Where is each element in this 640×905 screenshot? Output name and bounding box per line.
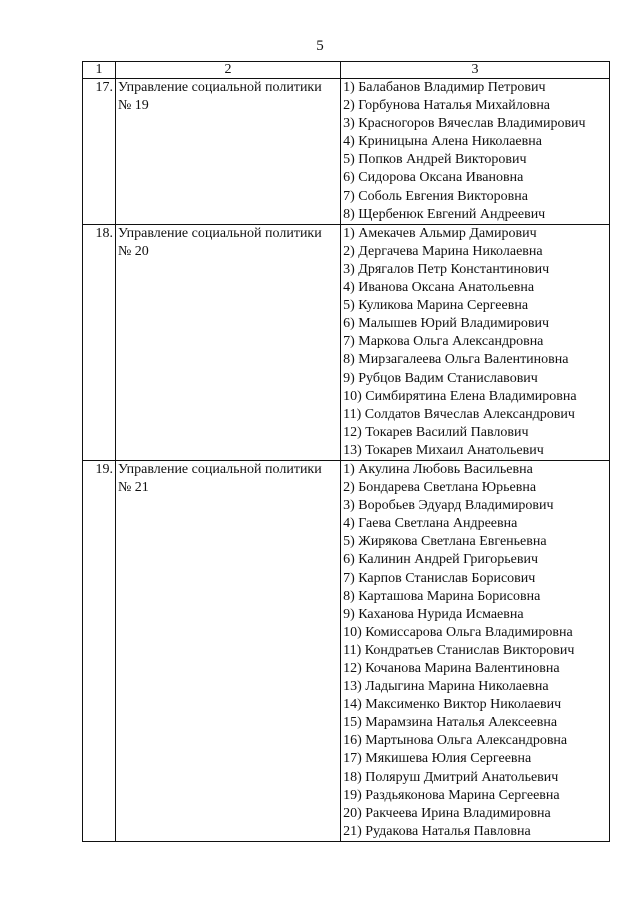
person-entry: 5) Попков Андрей Викторович	[343, 152, 527, 168]
person-entry: 9) Рубцов Вадим Станиславович	[343, 370, 538, 386]
person-entry: 10) Комиссарова Ольга Владимировна	[343, 624, 573, 640]
people-list	[341, 79, 610, 225]
person-entry: 1) Акулина Любовь Васильевна	[343, 461, 533, 477]
person-entry: 17) Мякишева Юлия Сергеевна	[343, 751, 532, 767]
column-header-2: 2	[115, 62, 340, 79]
page-number: 5	[316, 38, 324, 54]
person-entry: 6) Малышев Юрий Владимирович	[343, 316, 550, 332]
person-entry: 15) Марамзина Наталья Алексеевна	[343, 715, 558, 731]
column-header-1: 1	[83, 62, 116, 79]
personnel-table	[82, 61, 610, 842]
person-entry: 7) Соболь Евгения Викторовна	[343, 188, 528, 204]
person-entry: 8) Мирзагалеева Ольга Валентиновна	[343, 352, 569, 368]
person-entry: 9) Каханова Нурида Исмаевна	[343, 606, 524, 622]
row-number: 18.	[83, 224, 116, 460]
person-entry: 5) Жирякова Светлана Евгеньевна	[343, 534, 547, 550]
column-header-3: 3	[341, 62, 610, 79]
person-entry: 1) Амекачев Альмир Дамирович	[343, 225, 537, 241]
person-entry: 2) Дергачева Марина Николаевна	[343, 243, 543, 259]
person-entry: 6) Сидорова Оксана Ивановна	[343, 170, 524, 186]
person-entry: 14) Максименко Виктор Николаевич	[343, 697, 562, 713]
department-name: Управление социальной политики № 21	[115, 460, 340, 841]
table-row	[83, 460, 610, 841]
person-entry: 3) Воробьев Эдуард Владимирович	[343, 498, 554, 514]
person-entry: 4) Криницына Алена Николаевна	[343, 134, 542, 150]
person-entry: 21) Рудакова Наталья Павловна	[343, 823, 531, 839]
person-entry: 4) Гаева Светлана Андреевна	[343, 516, 518, 532]
people-list	[341, 460, 610, 841]
table-row	[83, 224, 610, 460]
person-entry: 6) Калинин Андрей Григорьевич	[343, 552, 538, 568]
row-number: 19.	[83, 460, 116, 841]
person-entry: 19) Раздьяконова Марина Сергеевна	[343, 787, 560, 803]
person-entry: 10) Симбирятина Елена Владимировна	[343, 388, 577, 404]
person-entry: 2) Бондарева Светлана Юрьевна	[343, 480, 537, 496]
person-entry: 8) Щербенюк Евгений Андреевич	[343, 206, 546, 222]
people-list	[341, 224, 610, 460]
person-entry: 7) Карпов Станислав Борисович	[343, 570, 536, 586]
person-entry: 2) Горбунова Наталья Михайловна	[343, 98, 551, 114]
department-name: Управление социальной политики № 19	[115, 79, 340, 225]
person-entry: 18) Поляруш Дмитрий Анатольевич	[343, 769, 559, 785]
person-entry: 11) Солдатов Вячеслав Александрович	[343, 406, 575, 422]
person-entry: 8) Карташова Марина Борисовна	[343, 588, 541, 604]
person-entry: 20) Ракчеева Ирина Владимировна	[343, 805, 551, 821]
person-entry: 3) Дрягалов Петр Константинович	[343, 261, 550, 277]
person-entry: 1) Балабанов Владимир Петрович	[343, 80, 546, 95]
department-name: Управление социальной политики № 20	[115, 224, 340, 460]
table-body	[83, 79, 610, 842]
person-entry: 5) Куликова Марина Сергеевна	[343, 298, 529, 314]
person-entry: 12) Кочанова Марина Валентиновна	[343, 661, 560, 676]
person-entry: 4) Иванова Оксана Анатольевна	[343, 280, 535, 296]
person-entry: 16) Мартынова Ольга Александровна	[343, 733, 568, 749]
person-entry: 7) Маркова Ольга Александровна	[343, 334, 544, 350]
row-number: 17.	[83, 79, 116, 225]
person-entry: 13) Ладыгина Марина Николаевна	[343, 679, 549, 695]
table-header-row	[83, 62, 610, 79]
person-entry: 12) Токарев Василий Павлович	[343, 424, 529, 440]
table-row	[83, 79, 610, 225]
person-entry: 11) Кондратьев Станислав Викторович	[343, 642, 575, 658]
person-entry: 3) Красногоров Вячеслав Владимирович	[343, 116, 586, 132]
person-entry: 13) Токарев Михаил Анатольевич	[343, 442, 544, 458]
